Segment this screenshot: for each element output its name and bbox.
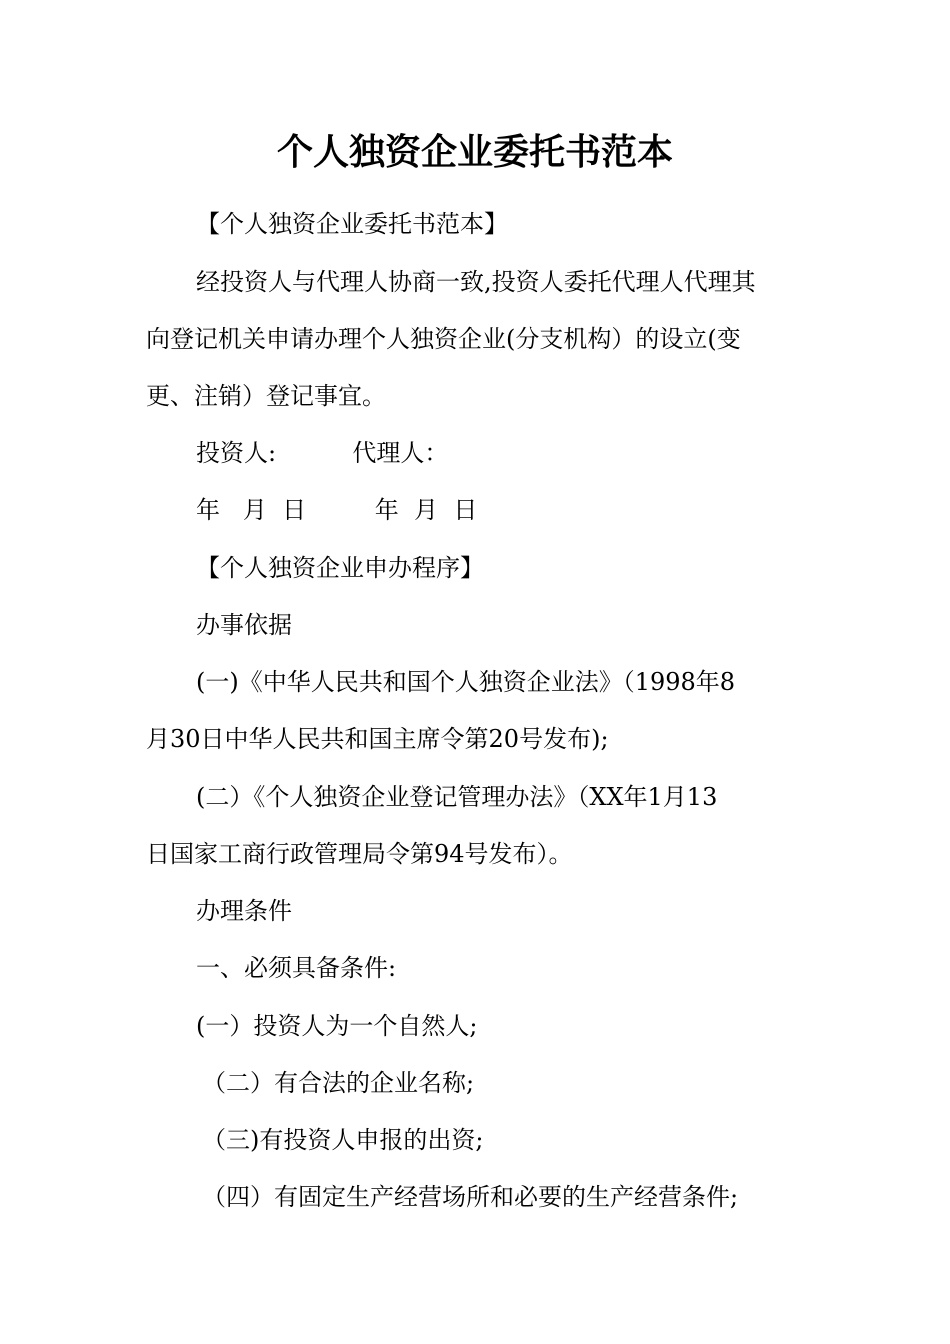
list-item: （三)有投资人申报的出资; xyxy=(202,1126,484,1154)
paragraph-line: 经投资人与代理人协商一致,投资人委托代理人代理其 xyxy=(196,268,756,296)
list-item: (一）投资人为一个自然人; xyxy=(196,1012,478,1040)
paragraph-line: 月30日中华人民共和国主席令第20号发布); xyxy=(146,725,609,753)
signature-line: 投资人: 代理人： xyxy=(196,439,449,467)
subheading-conditions: 办理条件 xyxy=(196,897,292,925)
list-item: （二）有合法的企业名称; xyxy=(202,1069,475,1097)
section-heading-procedure: 【个人独资企业申办程序】 xyxy=(196,554,484,582)
subheading-basis: 办事依据 xyxy=(196,611,292,639)
list-item: （四）有固定生产经营场所和必要的生产经营条件; xyxy=(202,1183,739,1211)
paragraph-line: 一、必须具备条件: xyxy=(196,954,397,982)
date-line: 年 月 日 年 月 日 xyxy=(196,496,478,524)
paragraph-line: 日国家工商行政管理局令第94号发布）。 xyxy=(146,840,573,868)
paragraph-line: (一)《中华人民共和国个人独资企业法》（1998年8 xyxy=(196,668,736,696)
paragraph-line: 向登记机关申请办理个人独资企业(分支机构）的设立(变 xyxy=(146,325,741,353)
section-heading-template: 【个人独资企业委托书范本】 xyxy=(196,210,508,238)
paragraph-line: (二）《个人独资企业登记管理办法》（XX年1月13 xyxy=(196,783,718,811)
paragraph-line: 更、注销）登记事宜。 xyxy=(146,382,386,410)
document-title: 个人独资企业委托书范本 xyxy=(276,131,673,173)
